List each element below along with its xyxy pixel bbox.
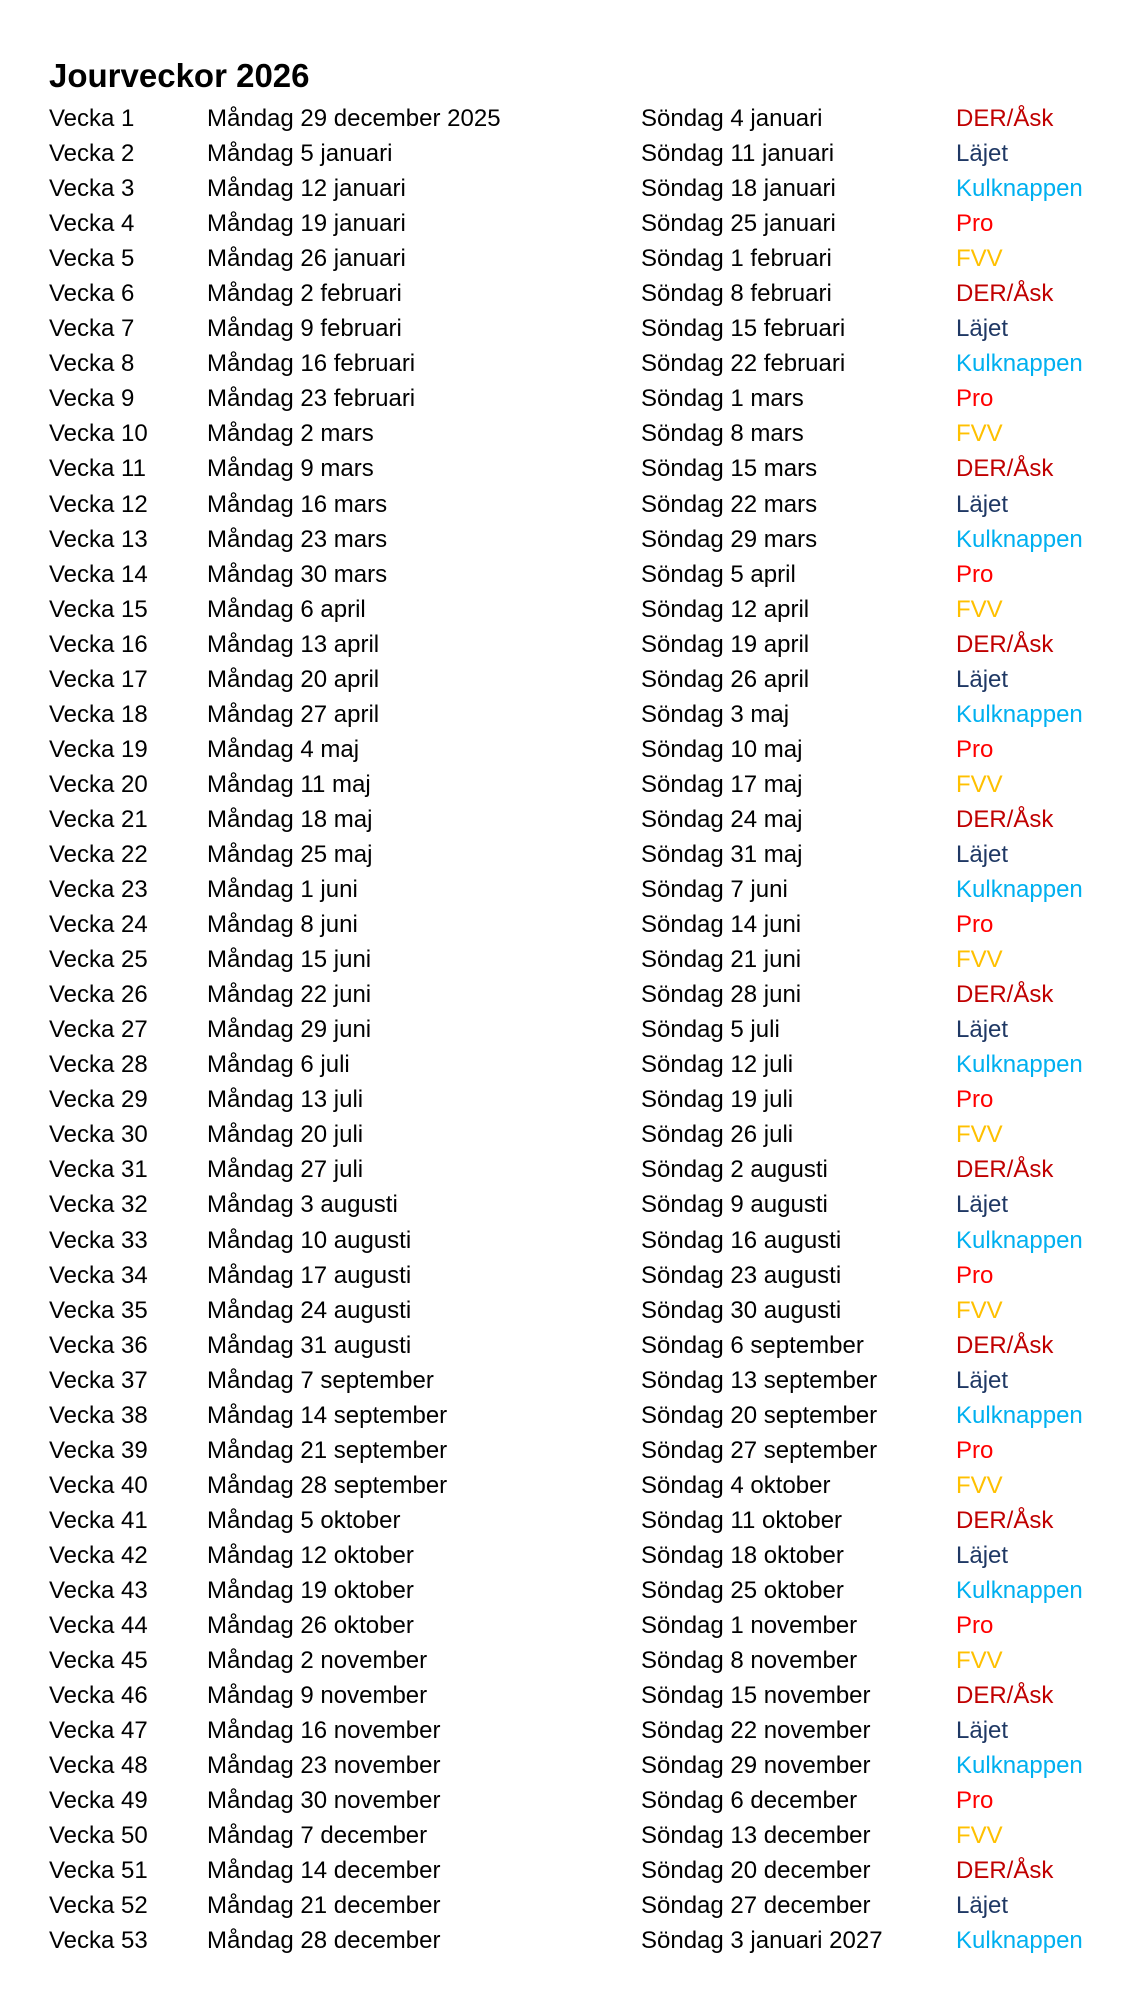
week-start-monday: Måndag 20 april: [207, 665, 380, 693]
week-number: Vecka 28: [49, 1051, 148, 1079]
week-end-sunday: Söndag 27 december: [641, 1892, 871, 1920]
week-number: Vecka 6: [49, 280, 135, 308]
schedule-row: [0, 942, 1141, 977]
week-end-sunday: Söndag 5 april: [641, 560, 796, 588]
on-call-team: Läjet: [956, 1366, 1009, 1394]
week-number: Vecka 40: [49, 1471, 148, 1499]
on-call-team: Läjet: [956, 1892, 1009, 1920]
schedule-row: [0, 592, 1141, 627]
week-number: Vecka 13: [49, 525, 148, 553]
week-start-monday: Måndag 19 oktober: [207, 1576, 414, 1604]
week-start-monday: Måndag 28 december: [207, 1927, 441, 1955]
on-call-team: FVV: [956, 245, 1003, 273]
on-call-team: Kulknappen: [956, 1226, 1083, 1254]
week-start-monday: Måndag 23 februari: [207, 385, 416, 413]
week-end-sunday: Söndag 20 december: [641, 1857, 871, 1885]
week-number: Vecka 24: [49, 911, 148, 939]
schedule-row: [0, 346, 1141, 381]
on-call-team: DER/Åsk: [956, 981, 1054, 1009]
schedule-row: [0, 206, 1141, 241]
week-end-sunday: Söndag 3 maj: [641, 700, 790, 728]
on-call-team: Läjet: [956, 1191, 1009, 1219]
week-start-monday: Måndag 6 juli: [207, 1051, 350, 1079]
schedule-row: [0, 1713, 1141, 1748]
schedule-row: [0, 1398, 1141, 1433]
schedule-row: [0, 1643, 1141, 1678]
week-start-monday: Måndag 5 oktober: [207, 1506, 401, 1534]
week-end-sunday: Söndag 10 maj: [641, 735, 803, 763]
week-end-sunday: Söndag 9 augusti: [641, 1191, 828, 1219]
week-end-sunday: Söndag 6 december: [641, 1787, 858, 1815]
week-start-monday: Måndag 4 maj: [207, 735, 360, 763]
week-end-sunday: Söndag 14 juni: [641, 911, 802, 939]
week-start-monday: Måndag 31 augusti: [207, 1331, 412, 1359]
week-end-sunday: Söndag 29 november: [641, 1752, 871, 1780]
on-call-team: Kulknappen: [956, 1576, 1083, 1604]
schedule-row: [0, 907, 1141, 942]
week-end-sunday: Söndag 5 juli: [641, 1016, 780, 1044]
schedule-row: [0, 1223, 1141, 1258]
on-call-team: DER/Åsk: [956, 105, 1054, 132]
schedule-row: [0, 1328, 1141, 1363]
week-number: Vecka 25: [49, 946, 148, 974]
on-call-team: Pro: [956, 385, 994, 413]
week-start-monday: Måndag 7 december: [207, 1822, 428, 1850]
schedule-row: [0, 1923, 1141, 1958]
on-call-team: Pro: [956, 210, 994, 238]
schedule-row: [0, 487, 1141, 522]
week-end-sunday: Söndag 7 juni: [641, 876, 788, 904]
on-call-team: Pro: [956, 735, 994, 763]
week-end-sunday: Söndag 11 oktober: [641, 1506, 843, 1534]
schedule-row: [0, 1152, 1141, 1187]
week-end-sunday: Söndag 16 augusti: [641, 1226, 842, 1254]
on-call-team: DER/Åsk: [956, 1682, 1054, 1710]
schedule-row: [0, 1608, 1141, 1643]
week-start-monday: Måndag 1 juni: [207, 876, 358, 904]
week-start-monday: Måndag 14 december: [207, 1857, 441, 1885]
schedule-row: [0, 1573, 1141, 1608]
schedule-row: [0, 1117, 1141, 1152]
schedule-row: [0, 1853, 1141, 1888]
week-end-sunday: Söndag 28 juni: [641, 981, 802, 1009]
on-call-team: Pro: [956, 1612, 994, 1640]
week-start-monday: Måndag 9 november: [207, 1682, 428, 1710]
week-end-sunday: Söndag 4 oktober: [641, 1471, 831, 1499]
week-start-monday: Måndag 8 juni: [207, 911, 358, 939]
schedule-row: [0, 1258, 1141, 1293]
week-number: Vecka 29: [49, 1086, 148, 1114]
week-end-sunday: Söndag 24 maj: [641, 805, 803, 833]
week-number: Vecka 34: [49, 1261, 148, 1289]
week-number: Vecka 30: [49, 1121, 148, 1149]
week-number: Vecka 39: [49, 1436, 148, 1464]
page-title: Jourveckor 2026: [49, 57, 310, 94]
on-call-team: Kulknappen: [956, 1051, 1083, 1079]
week-end-sunday: Söndag 30 augusti: [641, 1296, 842, 1324]
week-number: Vecka 16: [49, 630, 148, 658]
week-start-monday: Måndag 12 oktober: [207, 1541, 414, 1569]
week-end-sunday: Söndag 22 mars: [641, 490, 818, 518]
week-end-sunday: Söndag 6 september: [641, 1331, 864, 1359]
week-start-monday: Måndag 9 februari: [207, 315, 402, 343]
on-call-team: DER/Åsk: [956, 1331, 1054, 1359]
week-number: Vecka 20: [49, 770, 148, 798]
week-end-sunday: Söndag 19 april: [641, 630, 810, 658]
week-number: Vecka 11: [49, 455, 146, 483]
week-end-sunday: Söndag 8 mars: [641, 420, 804, 448]
week-start-monday: Måndag 29 juni: [207, 1016, 372, 1044]
week-start-monday: Måndag 10 augusti: [207, 1226, 412, 1254]
week-number: Vecka 51: [49, 1857, 148, 1885]
on-call-team: FVV: [956, 946, 1003, 974]
week-number: Vecka 22: [49, 840, 148, 868]
on-call-team: FVV: [956, 1296, 1003, 1324]
on-call-team: Läjet: [956, 1016, 1009, 1044]
schedule-row: [0, 977, 1141, 1012]
week-end-sunday: Söndag 20 september: [641, 1401, 878, 1429]
schedule-row: [0, 1187, 1141, 1222]
on-call-team: Kulknappen: [956, 1401, 1083, 1429]
week-number: Vecka 44: [49, 1612, 148, 1640]
schedule-row: [0, 522, 1141, 557]
schedule-row: [0, 1012, 1141, 1047]
on-call-team: Läjet: [956, 665, 1009, 693]
week-end-sunday: Söndag 3 januari 2027: [641, 1927, 883, 1955]
week-start-monday: Måndag 11 maj: [207, 770, 371, 798]
week-end-sunday: Söndag 15 november: [641, 1682, 871, 1710]
on-call-team: Kulknappen: [956, 1752, 1083, 1780]
schedule-row: [0, 1538, 1141, 1573]
schedule-row: [0, 136, 1141, 171]
schedule-row: [0, 381, 1141, 416]
on-call-team: Pro: [956, 1436, 994, 1464]
week-start-monday: Måndag 13 juli: [207, 1086, 364, 1114]
week-number: Vecka 23: [49, 876, 148, 904]
on-call-team: Läjet: [956, 490, 1009, 518]
schedule-row: [0, 662, 1141, 697]
schedule-row: [0, 1503, 1141, 1538]
week-number: Vecka 46: [49, 1682, 148, 1710]
schedule-row: [0, 1888, 1141, 1923]
schedule-row: [0, 1293, 1141, 1328]
on-call-team: Kulknappen: [956, 1927, 1083, 1955]
week-start-monday: Måndag 15 juni: [207, 946, 372, 974]
week-number: Vecka 9: [49, 385, 135, 413]
week-end-sunday: Söndag 15 februari: [641, 315, 846, 343]
schedule-row: [0, 276, 1141, 311]
week-start-monday: Måndag 27 april: [207, 700, 380, 728]
week-start-monday: Måndag 21 december: [207, 1892, 441, 1920]
on-call-team: Läjet: [956, 1541, 1009, 1569]
week-start-monday: Måndag 6 april: [207, 595, 366, 623]
schedule-row: [0, 767, 1141, 802]
week-end-sunday: Söndag 13 december: [641, 1822, 871, 1850]
week-end-sunday: Söndag 19 juli: [641, 1086, 794, 1114]
week-start-monday: Måndag 23 mars: [207, 525, 388, 553]
week-number: Vecka 42: [49, 1541, 148, 1569]
week-number: Vecka 21: [49, 805, 148, 833]
on-call-team: Pro: [956, 560, 994, 588]
week-end-sunday: Söndag 27 september: [641, 1436, 878, 1464]
week-start-monday: Måndag 14 september: [207, 1401, 448, 1429]
week-number: Vecka 31: [49, 1156, 148, 1184]
week-end-sunday: Söndag 26 april: [641, 665, 810, 693]
week-start-monday: Måndag 23 november: [207, 1752, 441, 1780]
week-end-sunday: Söndag 25 oktober: [641, 1576, 844, 1604]
week-number: Vecka 36: [49, 1331, 148, 1359]
week-number: Vecka 12: [49, 490, 148, 518]
week-end-sunday: Söndag 8 november: [641, 1647, 858, 1675]
week-start-monday: Måndag 18 maj: [207, 805, 373, 833]
schedule-row: [0, 451, 1141, 486]
week-start-monday: Måndag 20 juli: [207, 1121, 364, 1149]
week-end-sunday: Söndag 18 oktober: [641, 1541, 844, 1569]
week-start-monday: Måndag 19 januari: [207, 210, 406, 238]
week-number: Vecka 3: [49, 175, 135, 203]
week-number: Vecka 2: [49, 140, 135, 168]
week-number: Vecka 38: [49, 1401, 148, 1429]
week-end-sunday: Söndag 31 maj: [641, 840, 803, 868]
week-number: Vecka 17: [49, 665, 148, 693]
week-start-monday: Måndag 30 mars: [207, 560, 388, 588]
on-call-team: FVV: [956, 770, 1003, 798]
schedule-table: [0, 101, 1141, 1958]
week-start-monday: Måndag 25 maj: [207, 840, 373, 868]
week-end-sunday: Söndag 23 augusti: [641, 1261, 842, 1289]
week-end-sunday: Söndag 8 februari: [641, 280, 832, 308]
week-number: Vecka 33: [49, 1226, 148, 1254]
schedule-row: [0, 1082, 1141, 1117]
week-number: Vecka 45: [49, 1647, 148, 1675]
on-call-team: Kulknappen: [956, 525, 1083, 553]
week-start-monday: Måndag 17 augusti: [207, 1261, 412, 1289]
on-call-team: FVV: [956, 1822, 1003, 1850]
week-start-monday: Måndag 30 november: [207, 1787, 441, 1815]
week-number: Vecka 8: [49, 350, 135, 378]
schedule-row: [0, 802, 1141, 837]
schedule-row: [0, 627, 1141, 662]
on-call-team: Läjet: [956, 315, 1009, 343]
week-number: Vecka 5: [49, 245, 135, 273]
schedule-row: [0, 1783, 1141, 1818]
week-number: Vecka 1: [49, 105, 135, 132]
week-start-monday: Måndag 16 mars: [207, 490, 388, 518]
week-number: Vecka 15: [49, 595, 148, 623]
on-call-team: Kulknappen: [956, 876, 1083, 904]
week-start-monday: Måndag 12 januari: [207, 175, 406, 203]
schedule-row: [0, 171, 1141, 206]
week-end-sunday: Söndag 22 november: [641, 1717, 871, 1745]
week-end-sunday: Söndag 22 februari: [641, 350, 846, 378]
week-end-sunday: Söndag 1 mars: [641, 385, 804, 413]
schedule-row: [0, 697, 1141, 732]
week-start-monday: Måndag 2 februari: [207, 280, 402, 308]
schedule-row: [0, 732, 1141, 767]
week-number: Vecka 50: [49, 1822, 148, 1850]
week-number: Vecka 37: [49, 1366, 148, 1394]
week-start-monday: Måndag 9 mars: [207, 455, 374, 483]
week-number: Vecka 32: [49, 1191, 148, 1219]
week-start-monday: Måndag 2 november: [207, 1647, 428, 1675]
on-call-team: FVV: [956, 1471, 1003, 1499]
week-start-monday: Måndag 27 juli: [207, 1156, 364, 1184]
week-number: Vecka 53: [49, 1927, 148, 1955]
week-number: Vecka 41: [49, 1506, 148, 1534]
on-call-team: Pro: [956, 1261, 994, 1289]
on-call-team: DER/Åsk: [956, 1156, 1054, 1184]
week-start-monday: Måndag 26 oktober: [207, 1612, 414, 1640]
schedule-row: [0, 311, 1141, 346]
week-start-monday: Måndag 29 december 2025: [207, 105, 501, 132]
week-start-monday: Måndag 16 november: [207, 1717, 441, 1745]
week-number: Vecka 14: [49, 560, 148, 588]
week-number: Vecka 26: [49, 981, 148, 1009]
week-number: Vecka 27: [49, 1016, 148, 1044]
week-start-monday: Måndag 3 augusti: [207, 1191, 398, 1219]
week-number: Vecka 47: [49, 1717, 148, 1745]
on-call-team: Kulknappen: [956, 175, 1083, 203]
week-end-sunday: Söndag 11 januari: [641, 140, 835, 168]
on-call-team: Pro: [956, 911, 994, 939]
schedule-row: [0, 241, 1141, 276]
week-end-sunday: Söndag 21 juni: [641, 946, 802, 974]
schedule-row: [0, 1047, 1141, 1082]
week-start-monday: Måndag 7 september: [207, 1366, 434, 1394]
week-number: Vecka 10: [49, 420, 148, 448]
schedule-row: [0, 1678, 1141, 1713]
week-end-sunday: Söndag 1 februari: [641, 245, 832, 273]
week-end-sunday: Söndag 12 april: [641, 595, 810, 623]
week-start-monday: Måndag 24 augusti: [207, 1296, 412, 1324]
week-number: Vecka 35: [49, 1296, 148, 1324]
week-end-sunday: Söndag 15 mars: [641, 455, 818, 483]
week-end-sunday: Söndag 29 mars: [641, 525, 818, 553]
week-end-sunday: Söndag 1 november: [641, 1612, 858, 1640]
week-start-monday: Måndag 13 april: [207, 630, 380, 658]
week-end-sunday: Söndag 25 januari: [641, 210, 836, 238]
week-end-sunday: Söndag 18 januari: [641, 175, 836, 203]
week-end-sunday: Söndag 12 juli: [641, 1051, 794, 1079]
on-call-team: DER/Åsk: [956, 630, 1054, 658]
week-start-monday: Måndag 28 september: [207, 1471, 448, 1499]
on-call-team: Läjet: [956, 1717, 1009, 1745]
on-call-team: Pro: [956, 1787, 994, 1815]
on-call-team: FVV: [956, 420, 1003, 448]
schedule-row: [0, 1468, 1141, 1503]
schedule-row: [0, 1748, 1141, 1783]
week-number: Vecka 43: [49, 1576, 148, 1604]
on-call-team: DER/Åsk: [956, 1857, 1054, 1885]
on-call-team: Kulknappen: [956, 700, 1083, 728]
on-call-team: Läjet: [956, 840, 1009, 868]
schedule-row: [0, 1433, 1141, 1468]
week-number: Vecka 4: [49, 210, 135, 238]
on-call-team: FVV: [956, 1121, 1003, 1149]
schedule-row: [0, 872, 1141, 907]
week-end-sunday: Söndag 4 januari: [641, 105, 823, 132]
week-number: Vecka 18: [49, 700, 148, 728]
on-call-team: FVV: [956, 595, 1003, 623]
on-call-team: DER/Åsk: [956, 280, 1054, 308]
week-end-sunday: Söndag 2 augusti: [641, 1156, 828, 1184]
schedule-row: [0, 1818, 1141, 1853]
week-number: Vecka 48: [49, 1752, 148, 1780]
on-call-team: Läjet: [956, 140, 1009, 168]
week-number: Vecka 19: [49, 735, 148, 763]
week-start-monday: Måndag 2 mars: [207, 420, 374, 448]
on-call-team: Pro: [956, 1086, 994, 1114]
on-call-team: DER/Åsk: [956, 1506, 1054, 1534]
week-end-sunday: Söndag 26 juli: [641, 1121, 794, 1149]
on-call-team: DER/Åsk: [956, 455, 1054, 483]
week-number: Vecka 49: [49, 1787, 148, 1815]
week-start-monday: Måndag 16 februari: [207, 350, 416, 378]
week-start-monday: Måndag 21 september: [207, 1436, 448, 1464]
schedule-row: [0, 1363, 1141, 1398]
week-end-sunday: Söndag 13 september: [641, 1366, 878, 1394]
schedule-row: [0, 416, 1141, 451]
week-start-monday: Måndag 26 januari: [207, 245, 406, 273]
schedule-row: [0, 837, 1141, 872]
week-number: Vecka 52: [49, 1892, 148, 1920]
week-end-sunday: Söndag 17 maj: [641, 770, 803, 798]
week-number: Vecka 7: [49, 315, 135, 343]
week-start-monday: Måndag 22 juni: [207, 981, 372, 1009]
schedule-row: [0, 101, 1141, 136]
on-call-team: Kulknappen: [956, 350, 1083, 378]
on-call-team: DER/Åsk: [956, 805, 1054, 833]
schedule-row: [0, 557, 1141, 592]
on-call-team: FVV: [956, 1647, 1003, 1675]
week-start-monday: Måndag 5 januari: [207, 140, 393, 168]
